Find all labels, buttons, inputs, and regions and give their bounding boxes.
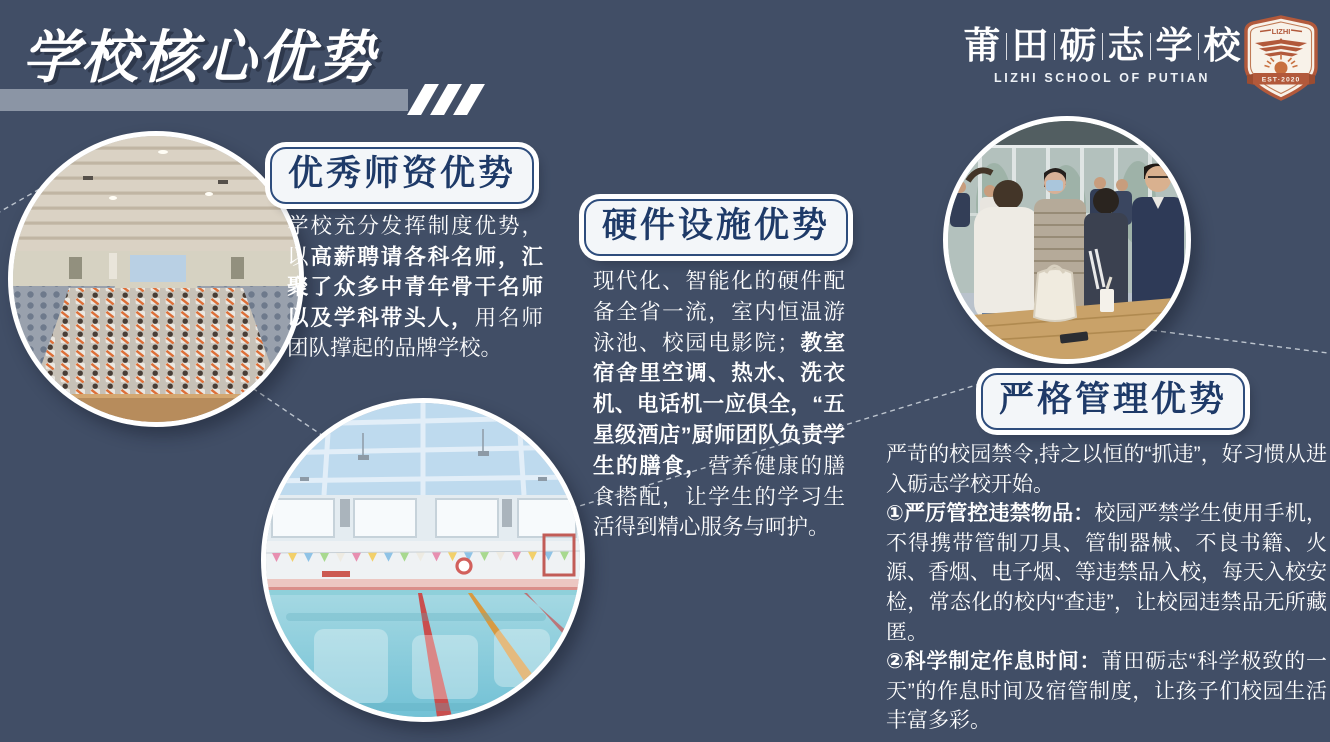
school-name-char: 校 xyxy=(1203,25,1241,66)
faculty-advantage-heading: 优秀师资优势 xyxy=(270,147,534,204)
facilities-advantage-heading: 硬件设施优势 xyxy=(584,199,848,256)
school-name-english: LIZHI SCHOOL OF PUTIAN xyxy=(994,70,1210,85)
connector-event-right-edge xyxy=(1143,329,1330,354)
crest-banner-text: EST·2020 xyxy=(1261,76,1301,84)
facilities-advantage-paragraph: 现代化、智能化的硬件配备全省一流，室内恒温游泳池、校园电影院；教室宿舍里空调、热水、洗衣机、电话机一应俱全，“五星级酒店”厨师团队负责学生的膳食，营养健康的膳食搭配，让学生的学习生活得到精心服务与呵护。 xyxy=(593,269,845,540)
char-divider xyxy=(1198,33,1199,60)
title-slash-decoration xyxy=(416,84,476,115)
school-name-char: 学 xyxy=(1156,27,1204,66)
school-crest-icon xyxy=(1243,15,1319,106)
management-advantage-paragraph: 严苛的校园禁令,持之以恒的“抓违”，好习惯从进入砺志学校开始。 ①严厉管控违禁物品：校园严禁学生使用手机，不得携带管制刀具、管制器械、不良书籍、火源、香烟、电子烟、等违禁品入校，每天入校安检，常态化的校内“查违”，让校园违禁品无所藏匿。 ②科学制定作息时间：莆田砺志“科学极致的一天”的作息时间及宿管制度，让孩子们校园生活丰富多彩。 xyxy=(886,443,1327,733)
page-title: 学校核心优势 xyxy=(22,26,376,90)
swimming-pool-photo xyxy=(261,398,585,722)
auditorium-photo xyxy=(8,131,304,427)
crest-banner xyxy=(1247,73,1315,85)
crest-top-text: LIZHI xyxy=(1271,27,1291,36)
school-name-char: 莆 xyxy=(964,27,1012,66)
char-divider xyxy=(1150,33,1151,60)
school-logo xyxy=(963,25,1241,85)
char-divider xyxy=(1006,33,1007,60)
char-divider xyxy=(1102,33,1103,60)
school-name xyxy=(963,25,1241,66)
management-advantage-heading: 严格管理优势 xyxy=(981,373,1245,430)
faculty-advantage-paragraph: 学校充分发挥制度优势，以高薪聘请各科名师，汇聚了众多中青年骨干名师以及学科带头人，用名师团队撑起的品牌学校。 xyxy=(287,214,543,360)
campus-event-photo xyxy=(943,116,1191,364)
school-name-char: 志 xyxy=(1108,27,1156,66)
char-divider xyxy=(1054,33,1055,60)
school-name-char: 砺 xyxy=(1060,27,1108,66)
school-name-char: 田 xyxy=(1012,27,1060,66)
